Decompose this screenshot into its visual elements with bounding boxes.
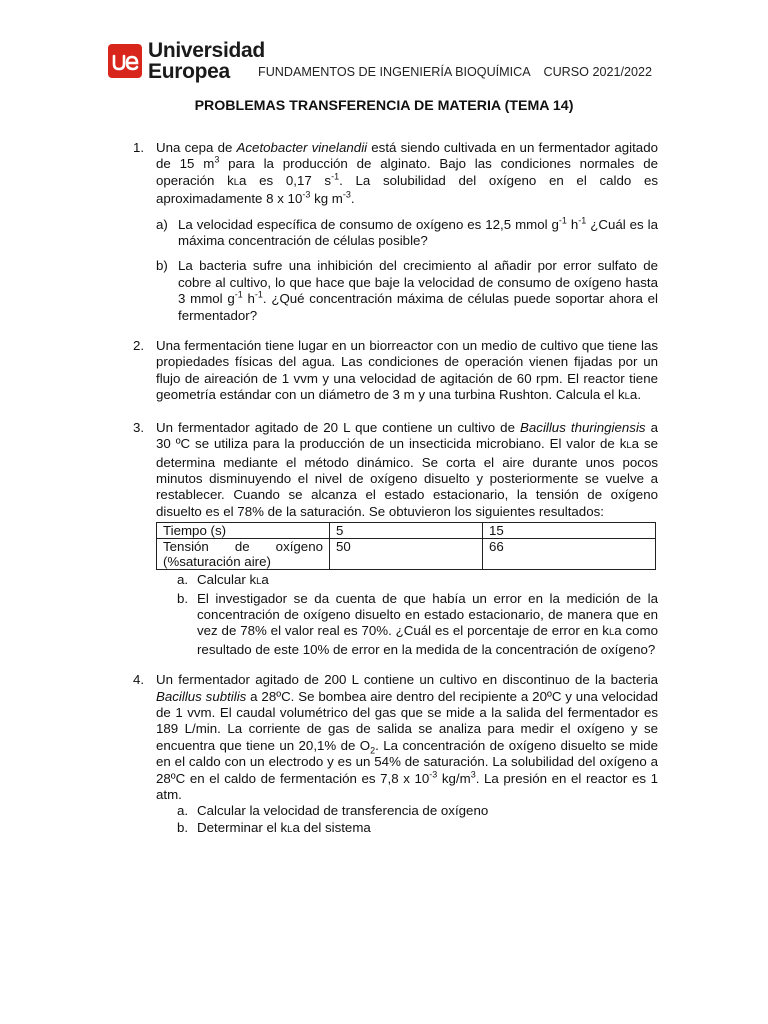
label-word: de — [234, 539, 250, 555]
problem-text: Una fermentación tiene lugar en un biorreactor con un medio de cultivo que tiene las propiedades físicas del agua. Las condiciones de operación vienen fijadas por un flujo de aireación de 1 vvm y una velocidad de agitación de 60 rpm. El reactor tiene geometría estándar con un diámetro de 3 m y una turbina Rushton. Calcula el kLa. — [156, 338, 658, 403]
problem-number: 3. — [133, 419, 145, 435]
part-label: a. — [177, 572, 189, 588]
part-text: La velocidad específica de consumo de oxígeno es 12,5 mmol $g^{-1}$ $h^{-1}$ ¿Cuál es la máxima concentración de células posible? — [178, 215, 658, 249]
table-cell: 66 — [483, 539, 656, 570]
part-label: b) — [156, 258, 168, 274]
problem-number: 4. — [133, 672, 145, 688]
course-year: CURSO 2021/2022 — [543, 65, 652, 79]
table-row — [157, 539, 656, 570]
problem-list — [133, 140, 658, 852]
problem-1 — [133, 140, 658, 324]
university-logo-icon — [108, 44, 142, 78]
problem-1-part-a — [156, 217, 658, 250]
logo-line-2: Europea — [148, 60, 230, 83]
part-label: a. — [177, 803, 189, 819]
problem-4 — [133, 672, 658, 838]
table-cell: 50 — [330, 539, 483, 570]
problem-3-part-b — [153, 591, 658, 659]
table-cell: Tiempo (s) — [157, 523, 330, 539]
table-cell — [157, 539, 330, 570]
problem-4-part-a — [153, 803, 658, 819]
part-text: Calcular kLa — [197, 572, 269, 588]
label-unit: (%saturación aire) — [163, 554, 271, 570]
problem-text: Una cepa de Acetobacter vinelandii está siendo cultivada en un fermentador agitado de 15 $m^3$ para la producción de alginato. Bajo las condiciones normales de operación kLa es 0,17 $s^{-1}$. La solubilidad del oxígeno en el caldo es aproximadamente 8 x $10^{-3}$ kg $m^{-3}$. — [156, 140, 658, 207]
problem-4-part-b — [153, 820, 658, 838]
part-label: b. — [177, 819, 189, 835]
university-logo — [108, 40, 265, 82]
university-logo-text — [148, 40, 265, 82]
problem-text: Un fermentador agitado de 20 L que contiene un cultivo de Bacillus thuringiensis a 30 ºC se utiliza para la producción de un insecticida microbiano. El valor de kLa se determina mediante el método dinámico. Se corta el aire durante unos pocos minutos disminuyendo el nivel de oxígeno disuelto y posteriormente se vuelve a restablecer. Cuando se alcanza el estado estacionario, la tensión de oxígeno disuelto es el 78% de la saturación. Se obtuvieron los siguientes resultados: — [156, 419, 659, 519]
part-text: El investigador se da cuenta de que había un error en la medición de la concentración de oxígeno disuelto en estado estacionario, de manera que en vez de 78% el valor real es 70%. ¿Cuál es el porcentaje de error en kLa como resultado de este 10% de error en la medida de la concentración de oxígeno? — [197, 590, 659, 657]
part-text: Determinar el kLa del sistema — [197, 819, 371, 835]
part-text: Calcular la velocidad de transferencia de oxígeno — [197, 803, 489, 819]
label-word: oxígeno — [275, 539, 323, 555]
problem-number: 1. — [133, 140, 145, 155]
part-label: b. — [177, 590, 189, 606]
department-name: FUNDAMENTOS DE INGENIERÍA BIOQUÍMICA — [258, 65, 530, 79]
table-cell: 15 — [483, 523, 656, 539]
document-header — [258, 65, 652, 79]
table-row — [157, 523, 656, 539]
problem-3 — [133, 420, 658, 658]
problem-1-part-b — [156, 258, 658, 324]
table-cell: 5 — [330, 523, 483, 539]
logo-line-1: Universidad — [148, 39, 265, 62]
page-title: PROBLEMAS TRANSFERENCIA DE MATERIA (TEMA 14) — [194, 98, 574, 114]
part-label: a) — [156, 216, 168, 232]
table-row-label — [163, 539, 323, 554]
label-word: Tensión — [163, 539, 209, 555]
problem-number: 2. — [133, 338, 145, 354]
results-table — [156, 522, 656, 570]
problem-2 — [133, 338, 658, 406]
part-text: La bacteria sufre una inhibición del crecimiento al añadir por error sulfato de cobre al cultivo, lo que hace que baje la velocidad de consumo de oxígeno hasta 3 mmol $g^{-1}$ $h^{-1}$. ¿Qué concentración máxima de células puede soportar ahora el fermentador? — [178, 258, 658, 323]
problem-text: Un fermentador agitado de 200 L contiene un cultivo en discontinuo de la bacteria Bacillus subtilis a 28ºC. Se bombea aire dentro del recipiente a 20ºC y una velocidad de 1 vvm. El caudal volumétrico del gas que se mide a la salida del fermentador es 189 L/min. La corriente de gas de salida se analiza para medir el oxígeno y se encuentra que tiene un 20,1% de $O_2$. La concentración de oxígeno disuelto se mide en el caldo con un electrodo y es un 54% de saturación. La solubilidad del oxígeno a 28ºC en el caldo de fermentación es 7,8 x $10^{-3}$ $kg/m^3$. La presión en el reactor es 1 atm. — [156, 672, 659, 802]
problem-3-part-a — [153, 572, 658, 590]
